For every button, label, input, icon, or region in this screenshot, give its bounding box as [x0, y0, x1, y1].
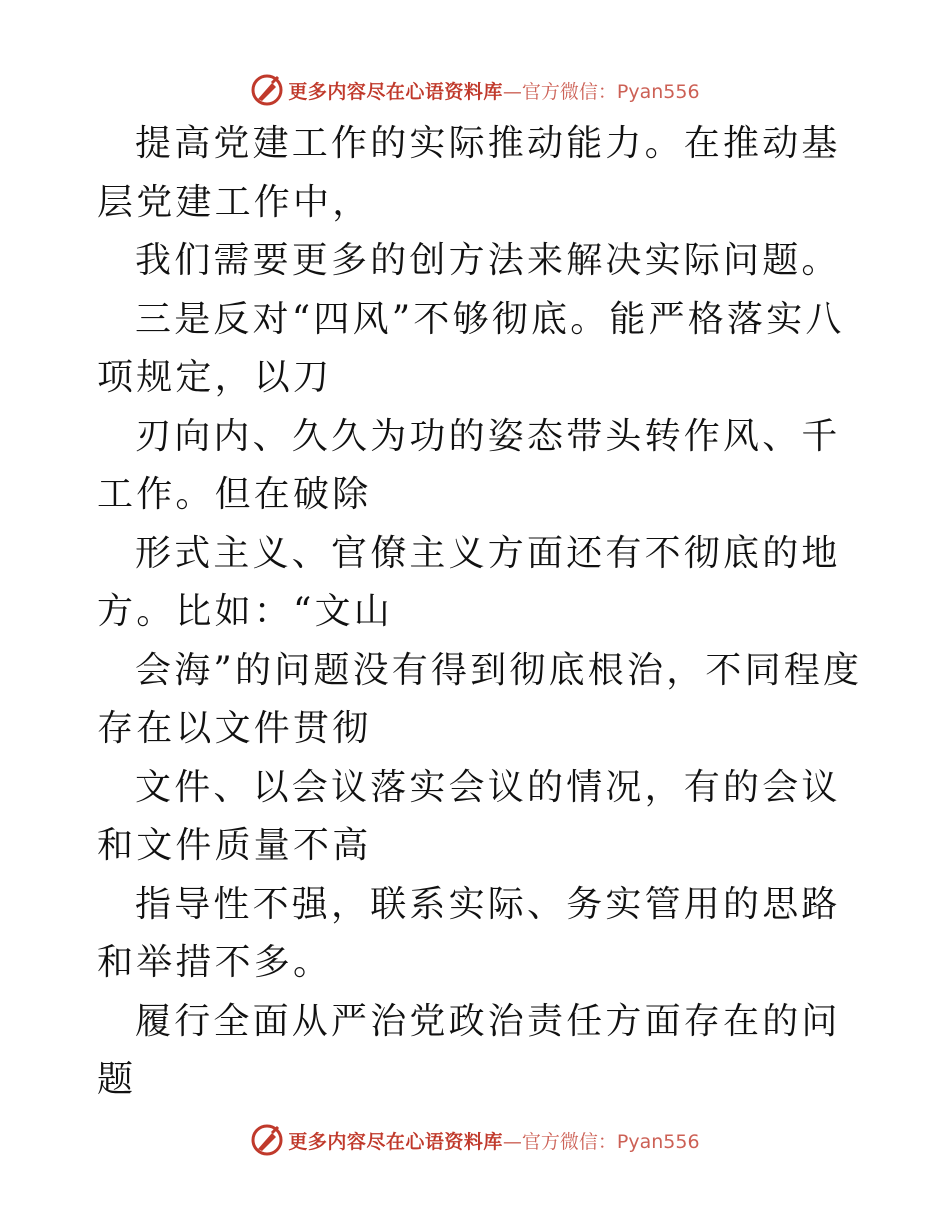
- watermark-main-text: 更多内容尽在心语资料库: [288, 80, 503, 103]
- watermark-sub-text: —官方微信：Pyan556: [502, 1130, 700, 1153]
- document-body: [97, 115, 867, 1110]
- paragraph: 履行全面从严治党政治责任方面存在的问题: [97, 1000, 841, 1100]
- paragraph: 提高党建工作的实际推动能力。在推动基层党建工作中，: [97, 123, 841, 223]
- paragraph: 形式主义、官僚主义方面还有不彻底的地方。比如：“文山: [97, 532, 841, 632]
- paragraph: 指导性不强，联系实际、务实管用的思路和举措不多。: [97, 883, 841, 983]
- paragraph: 我们需要更多的创方法来解决实际问题。: [135, 240, 841, 281]
- watermark-sub-text: —官方微信：Pyan556: [502, 80, 700, 103]
- header-watermark: [0, 70, 950, 110]
- pen-logo-icon: [250, 1123, 284, 1157]
- paragraph: 三是反对“四风”不够彻底。能严格落实八项规定，以刀: [97, 298, 845, 398]
- footer-watermark: [0, 1120, 950, 1160]
- pen-logo-icon: [250, 73, 284, 107]
- paragraph: 文件、以会议落实会议的情况，有的会议和文件质量不高: [97, 766, 841, 866]
- watermark-main-text: 更多内容尽在心语资料库: [288, 1130, 503, 1153]
- paragraph: 刃向内、久久为功的姿态带头转作风、千工作。但在破除: [97, 415, 841, 515]
- paragraph: 会海”的问题没有得到彻底根治，不同程度存在以文件贯彻: [97, 649, 863, 749]
